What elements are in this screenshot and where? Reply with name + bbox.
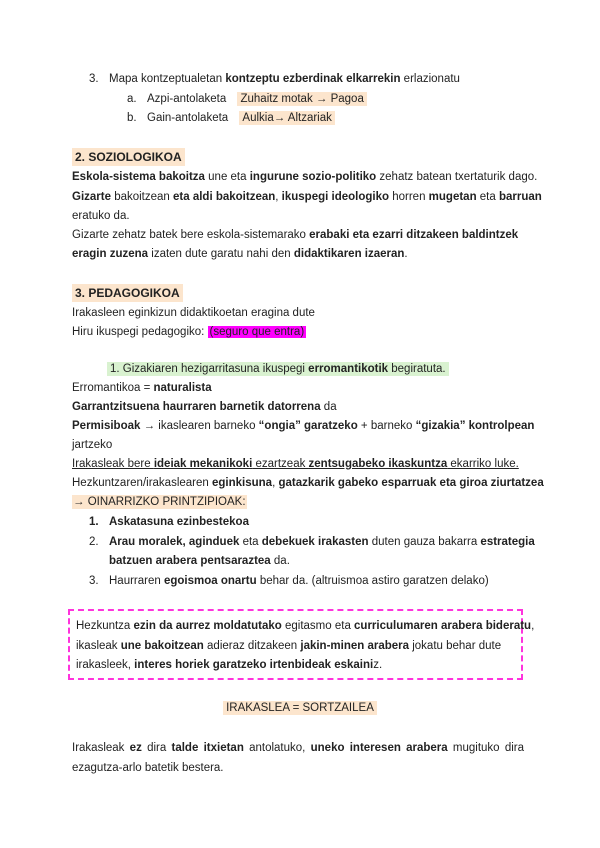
- sub-item-a: a. Azpi-antolaketa Zuhaitz motak → Pagoa: [127, 91, 367, 107]
- principle-1: 1. Askatasuna ezinbestekoa: [89, 516, 249, 528]
- box-line-3: irakasleek, interes horiek garatzeko irtenbideak eskainiz.: [76, 659, 383, 671]
- paragraph: Eskola-sistema bakoitza une eta ingurune sozio-politiko zehatz batean txertaturik dago.: [72, 171, 538, 183]
- final-paragraph: Irakasleak ez dira talde itxietan antolatuko, uneko interesen arabera mugituko dira: [72, 742, 525, 754]
- paragraph-underlined: Irakasleak bere ideiak mekanikoki ezartzeak zentsugabeko ikaskuntza ekarriko luke.: [72, 458, 519, 470]
- principle-2: 2. Arau moralek, aginduek eta debekuek irakasten duten gauza bakarra estrategia: [89, 536, 535, 548]
- section-heading-soziologikoa: 2. SOZIOLOGIKOA: [72, 148, 185, 166]
- principles-heading: → OINARRIZKO PRINTZIPIOAK:: [73, 496, 246, 508]
- final-paragraph-cont: ezagutza-arlo batetik bestera.: [72, 762, 224, 774]
- paragraph: Gizarte zehatz batek bere eskola-sistemarako erabaki eta ezarri ditzakeen baldintzek: [72, 229, 519, 241]
- paragraph: Garrantzitsuena haurraren barnetik datorrena da: [72, 401, 337, 413]
- principle-3: 3. Haurraren egoismoa onartu behar da. (altruismoa astiro garatzen delako): [89, 575, 489, 587]
- section-heading-pedagogikoa: 3. PEDAGOGIKOA: [72, 284, 183, 302]
- paragraph: Erromantikoa = naturalista: [72, 382, 212, 394]
- paragraph: Hezkuntzaren/irakaslearen eginkisuna, gatazkarik gabeko esparruak eta giroa ziurtatzea: [72, 477, 544, 489]
- irakaslea-label: IRAKASLEA = SORTZAILEA: [223, 701, 377, 715]
- box-line-2: ikasleak une bakoitzean adieraz ditzakeen jakin-minen arabera jokatu behar dute: [76, 640, 502, 652]
- irakaslea-label-wrap: [0, 700, 600, 716]
- paragraph: Permisiboak → ikaslearen barneko “ongia” garatzeko + barneko “gizakia” kontrolpean: [72, 420, 535, 432]
- list-item-3: 3. Mapa kontzeptualetan kontzeptu ezberdinak elkarrekin erlazionatu: [89, 73, 460, 85]
- paragraph-cont: eratuko da.: [72, 210, 130, 222]
- paragraph: Hiru ikuspegi pedagogiko: (seguro que entra): [72, 326, 305, 338]
- green-highlight-item: 1. Gizakiaren hezigarritasuna ikuspegi erromantikotik begiratuta.: [107, 361, 449, 377]
- box-line-1: Hezkuntza ezin da aurrez moldatutako egitasmo eta curriculumaren arabera bideratu,: [76, 620, 535, 632]
- sub-item-b: b. Gain-antolaketa Aulkia→ Altzariak: [127, 110, 335, 126]
- paragraph-cont: jartzeko: [72, 439, 113, 451]
- paragraph: Gizarte bakoitzean eta aldi bakoitzean, ikuspegi ideologiko horren mugetan eta barruan: [72, 191, 542, 203]
- principle-2-cont: batzuen arabera pentsaraztea da.: [109, 555, 290, 567]
- paragraph-cont: eragin zuzena izaten dute garatu nahi den didaktikaren izaeran.: [72, 248, 408, 260]
- paragraph: Irakasleen eginkizun didaktikoetan eragina dute: [72, 307, 315, 319]
